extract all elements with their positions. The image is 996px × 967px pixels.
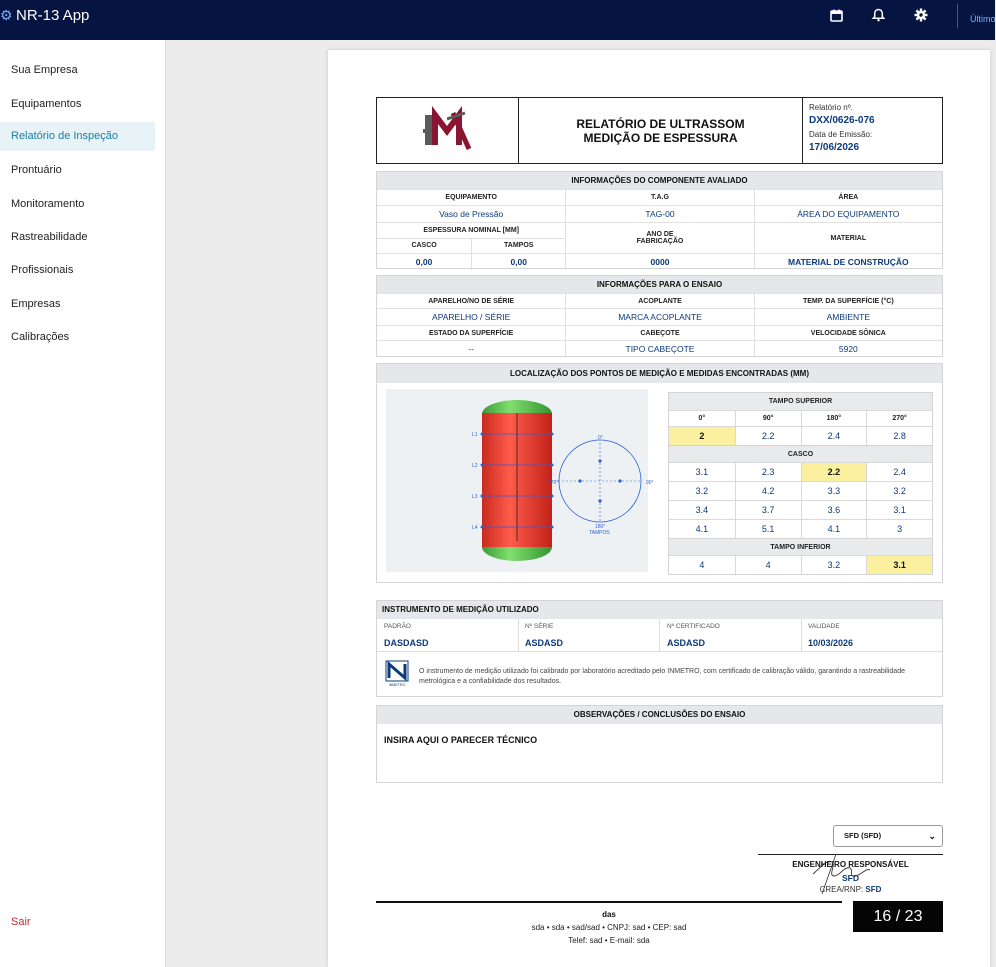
component-header: INFORMAÇÕES DO COMPONENTE AVALIADO [377,172,942,189]
engineer-crea [758,885,943,894]
diagram-label-180: 180° [595,524,606,530]
thickness-label: ESPESSURA NOMINAL [MM] [377,222,565,238]
company-logo [377,98,519,163]
engineer-select-value: SFD (SFD) [844,831,882,840]
sidebar [0,40,166,967]
device-label: APARELHO/NO DE SÉRIE [377,293,565,308]
topbar-divider [957,4,958,28]
inmetro-logo-text: INMETRO [388,683,406,687]
instrument-section [376,600,943,697]
measurement-cell: 3.6 [801,500,867,519]
sonic-value: 5920 [754,340,942,356]
footer-address: sda • sda • sad/sad • CNPJ: sad • CEP: sad [531,923,687,932]
engineer-name: SFD [842,873,859,883]
page-number: 16 / 23 [853,901,943,932]
measurement-cell: 3.4 [669,500,735,519]
measurement-cell: 3.2 [801,555,867,574]
engineer-select[interactable] [833,825,943,847]
diagram-label-l1: L1 [472,432,478,438]
sidebar-item-equipamentos[interactable]: Equipamentos [11,98,82,110]
padrao-label: PADRÃO [384,623,411,630]
measurement-cell: 3.2 [866,481,932,500]
observations-section [376,705,943,783]
validity-value: 10/03/2026 [808,638,854,648]
year-value: 0000 [565,253,753,270]
measurement-cell: 3.1 [866,555,932,574]
angle-header-180: 180° [801,410,867,426]
sidebar-item-monitoramento[interactable]: Monitoramento [11,198,85,210]
sidebar-item-relatorio-inspecao[interactable]: Relatório de Inspeção [0,122,155,151]
temp-label: TEMP. DA SUPERFÍCIE (°C) [754,293,942,308]
shell-label: CASCO [669,445,932,462]
equipment-label: EQUIPAMENTO [377,189,565,205]
certificate-value: ASDASD [667,638,706,648]
measurement-cell: 3.7 [735,500,801,519]
measurement-cell: 3.2 [669,481,735,500]
sidebar-item-empresas[interactable]: Empresas [11,298,61,310]
report-number-label: Relatório nº. [809,103,853,112]
emission-label: Data de Emissão: [809,130,873,139]
equipment-value: Vaso de Pressão [377,205,565,222]
measurement-cell: 3.3 [801,481,867,500]
test-header: INFORMAÇÕES PARA O ENSAIO [377,276,942,293]
probe-value: TIPO CABEÇOTE [565,340,753,356]
diagram-label-270: 270° [548,480,559,486]
engineer-role: ENGENHEIRO RESPONSÁVEL [792,860,909,869]
sidebar-item-rastreabilidade[interactable]: Rastreabilidade [11,231,88,243]
sidebar-item-sair[interactable]: Sair [11,916,31,928]
tampos-value: 0,00 [471,253,565,270]
inmetro-logo [386,661,408,687]
certificate-label: Nº CERTIFICADO [667,623,720,630]
bottom-head-label: TAMPO INFERIOR [669,538,932,555]
signature-line [758,854,943,855]
instrument-header: INSTRUMENTO DE MEDIÇÃO UTILIZADO [377,601,942,619]
footer-divider [376,901,842,903]
temp-value: AMBIENTE [754,308,942,325]
test-section [376,275,943,357]
report-header [376,97,943,164]
angle-header-90: 90° [735,410,801,426]
observations-header: OBSERVAÇÕES / CONCLUSÕES DO ENSAIO [377,706,942,724]
chevron-down-icon: ⌄ [928,831,936,841]
couplant-label: ACOPLANTE [565,293,753,308]
diagram-label-l4: L4 [472,525,478,531]
casco-label: CASCO [377,238,471,254]
sidebar-item-calibracoes[interactable]: Calibrações [11,331,70,343]
measurement-cell: 2.4 [866,462,932,481]
measurement-cell: 3 [866,519,932,538]
measurement-cell: 5.1 [735,519,801,538]
year-label-line1: ANO DE [646,231,674,238]
report-page [328,50,990,967]
serie-value: ASDASD [525,638,564,648]
report-title [519,98,803,163]
angle-header-270: 270° [866,410,932,426]
top-head-label: TAMPO SUPERIOR [669,393,932,410]
diagram-label-tampos: TAMPOS [589,530,610,536]
app-logo-icon: ⚙ [0,7,13,23]
footer-company: das [602,910,616,919]
area-value: ÁREA DO EQUIPAMENTO [754,205,942,222]
validity-label: VALIDADE [808,623,840,630]
measurement-cell: 2.3 [735,462,801,481]
bell-icon[interactable] [869,6,887,24]
couplant-value: MARCA ACOPLANTE [565,308,753,325]
diagram-label-l3: L3 [472,494,478,500]
sonic-label: VELOCIDADE SÔNICA [754,325,942,340]
calendar-icon[interactable] [827,6,845,24]
emission-date: 17/06/2026 [809,142,860,153]
tag-value: TAG-00 [565,205,753,222]
measurement-cell: 2.4 [801,426,867,445]
gear-icon[interactable] [912,6,930,24]
vessel-diagram [386,389,654,572]
area-label: ÁREA [754,189,942,205]
report-number: DXX/0626-076 [809,115,875,126]
measurement-cell: 2.2 [801,462,867,481]
measurements-table [668,392,933,575]
probe-label: CABEÇOTE [565,325,753,340]
year-label [565,222,753,253]
sidebar-item-prontuario[interactable]: Prontuário [11,164,62,176]
location-header: LOCALIZAÇÃO DOS PONTOS DE MEDIÇÃO E MEDIDAS ENCONTRADAS (MM) [377,364,942,383]
material-label: MATERIAL [754,222,942,253]
measurement-cell: 4.1 [669,519,735,538]
padrao-value: DASDASD [384,638,429,648]
measurement-cell: 3.1 [866,500,932,519]
measurement-cell: 2 [669,426,735,445]
sidebar-item-sua-empresa[interactable]: Sua Empresa [11,64,78,76]
footer-contact: Telef: sad • E-mail: sda [568,936,650,945]
measurement-cell: 4.1 [801,519,867,538]
report-meta [803,98,942,163]
measurement-cell: 2.8 [866,426,932,445]
top-bar [0,0,995,40]
diagram-label-90: 90° [646,480,654,486]
observations-text[interactable]: INSIRA AQUI O PARECER TÉCNICO [384,735,538,745]
component-section [376,171,943,269]
crea-label: CREA/RNP: [819,885,864,894]
casco-value: 0,00 [377,253,471,270]
measurement-cell: 4.2 [735,481,801,500]
measurement-cell: 4 [735,555,801,574]
device-value: APARELHO / SÉRIE [377,308,565,325]
app-title: NR-13 App [16,7,90,24]
report-title-line2: MEDIÇÃO DE ESPESSURA [583,130,738,145]
sidebar-item-profissionais[interactable]: Profissionais [11,264,74,276]
report-title-line1: RELATÓRIO DE ULTRASSOM [576,116,745,131]
serie-label: Nº SÉRIE [525,623,554,630]
user-menu[interactable]: Último [970,14,996,24]
diagram-label-0: 0° [598,435,603,441]
angle-header-0: 0° [669,410,735,426]
measurement-cell: 3.1 [669,462,735,481]
measurement-cell: 4 [669,555,735,574]
material-value: MATERIAL DE CONSTRUÇÃO [754,253,942,270]
diagram-label-l2: L2 [472,463,478,469]
tag-label: T.A.G [565,189,753,205]
surface-label: ESTADO DA SUPERFÍCIE [377,325,565,340]
surface-value: -- [377,340,565,356]
year-label-line2: FABRICAÇÃO [636,238,684,245]
tampos-label: TAMPOS [471,238,565,254]
instrument-note: O instrumento de medição utilizado foi calibrado por laboratório acreditado pelo INMETRO, com certificado de calibração válido, garantindo a rastreabilidade metrológica e a confiabilidade dos resultados. [419,668,905,685]
measurement-cell: 2.2 [735,426,801,445]
crea-value: SFD [865,885,882,894]
